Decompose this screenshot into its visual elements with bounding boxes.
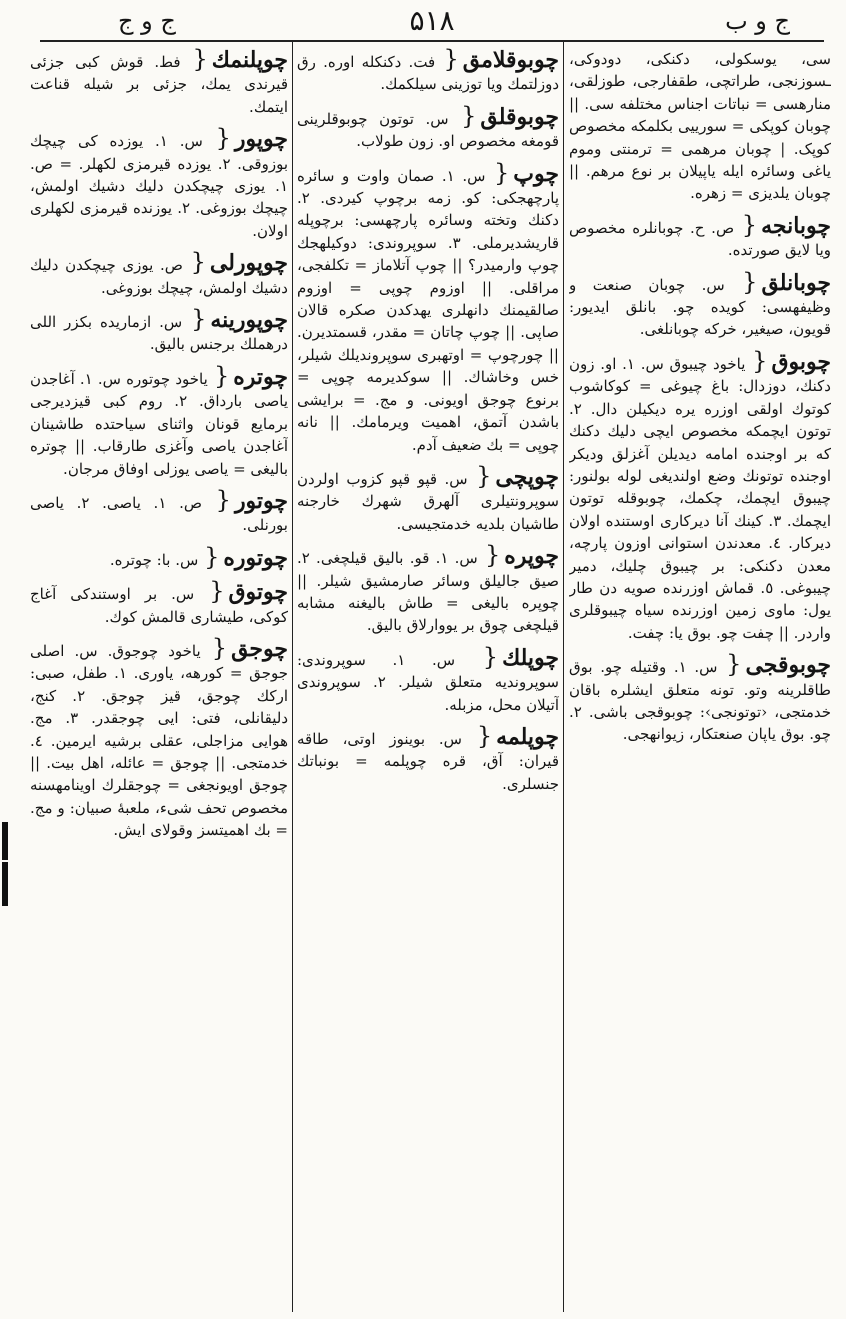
dictionary-entry	[30, 485, 288, 537]
page-number: ۵۱۸	[409, 4, 455, 37]
entry-headword: چوپ	[513, 160, 559, 187]
dictionary-entry	[297, 642, 559, 716]
entry-headword: چوپچی	[495, 463, 559, 490]
entry-text: س. توتون چوبوقلرینی قومغه مخصوص او. زون طولاب.	[297, 109, 559, 151]
dictionary-entry	[297, 541, 559, 637]
entry-text: یاخود چوجوق. س. اصلی جوجق = کورهه، یاوری. ۱. طفل، صبی: ارکك چوجق، قیز چوجق. ۲. کنج، دلیقانلی، فتی: ایی چوجقدر. ۳. مج. هوایی مزاجلی، عقلی برشیه ایرمین. ٤. خدمتجی. || چوجق = عائله، اهل بیت. || چوجق اویونجغی = چوجقلرك اوینامهسنه مخصوص تحف شیء، ملعبهٔ صبیان: و مج. = بك اهمیتسز وقولای ایش.	[30, 641, 288, 840]
entry-headword: چوبانجه	[761, 212, 831, 239]
entry-text: س. ازماریده بکزر اللی درهملك برجنس بالیق.	[30, 313, 288, 354]
entry-headword: چوبوقلق	[480, 103, 559, 130]
dictionary-entry	[569, 267, 831, 341]
brace-glyph: {	[209, 577, 225, 606]
entry-text: سی، یوسکولی، دکنکی، دودوکی، ـسوزنجی، طراتچی، طقفارجی، طوزلقی، منارهسی = نباتات اجناس مختلفه سی. || چوبان کوپکی = سورییی بکلمکه مخصوص کوپک. | چوبان مرهمی = ترمنتی وموم یاغی وسائره ایله یاپیلان بر نوع مرهم. || چوبان یلدیزی = زهره.	[569, 50, 831, 203]
entry-text: یاخود چیبوق س. ۱. او. زون دکنك، دوزدال: باغ چیوغی = کوکاشوب کوتوك اولقی اوزره یره دیکیلن دال. ۲. توتون ایچمکه مخصوص ایچی دلیك دکنك که بر اوجنده امامه دیدیلن آغزلق ودیکر اوجنده توتونك وضع اولندیغی لوله بولنور: چیبوق ایچمك، چکمك، چوبوقله توتون ایچمك. ۳. کینك آنا دیرکاری اوستنده اولان دیرکار. ٤. معدندن استوانی اوزون پارچه، معدن دکنکی: بر چیبوق چلیك، دمیر چیبوغی. ٥. قماش اوزرنده صویه دن طار یول: ماوی زمین اوزرنده سیاه چیبوقلری واردر. || چفت چو. بوق یا: چفت.	[569, 354, 831, 642]
entry-headword: چوبوق	[771, 348, 831, 375]
header-right-letters: ج و ب	[725, 7, 790, 35]
dictionary-entry	[30, 633, 288, 842]
dictionary-entry	[30, 577, 288, 628]
brace-glyph: {	[204, 542, 220, 571]
brace-glyph: {	[213, 361, 230, 390]
dictionary-entry	[30, 48, 288, 118]
dictionary-entry	[569, 210, 831, 262]
entry-text: س. ۱. سوپروندی: سوپروندیه متعلق شیلر. ۲. سوپروندی آتیلان محل، مزبله.	[297, 650, 559, 714]
entry-headword: چوپور	[234, 126, 288, 153]
dictionary-entry	[30, 248, 288, 299]
dictionary-entry	[297, 461, 559, 535]
entry-text: ص. ۱. یاصی. ۲. یاصی بورنلی.	[30, 493, 288, 535]
column-middle	[297, 48, 559, 1310]
entry-headword: چوپلنمك	[211, 48, 288, 73]
entry-headword: چوبانلق	[761, 269, 831, 296]
dictionary-entry	[297, 48, 559, 96]
dictionary-entry	[297, 158, 559, 456]
brace-glyph: {	[476, 721, 493, 750]
column-divider-right	[563, 42, 564, 1312]
brace-glyph: {	[741, 210, 758, 239]
entry-text: س. بر اوستندکی آغاج کوکی، طیشاری قالمش کوك.	[30, 585, 288, 626]
entry-text: س. ۱. وقتیله چو. بوق طاقلرینه وتو. تونه متعلق ایشلره باقان خدمتجی، ‹توتونجی›: چوبوقجی باشی. ۲. چو. بوق یاپان صنعتکار، زیوانهجی.	[569, 658, 831, 744]
dictionary-entry	[569, 346, 831, 644]
entry-text: س. ۱. صمان واوت و سائره پارچهجکی: کو. زمه برچوپ کیردی. ۲. دکنك وتخته وسائره پارچهسی: برچوپله قاریشدیرملی. ۳. سوپروندی: دوکیلهجك چوپ وارمیدر؟ || چوپ آتلاماز = تکلفجی، مراقلی. || اوزوم چوپی = اوزوم صالقیمنك دانهلری یهدکدن صکره قالان صاپی. || چوپ چاتان = مقدر، قسمتدیرن. || چورچوپ = اوتهبری سوپروندیلك شیلر، خس وخاشاك. || سوکدیرمه چوپی = برنوع چوجق اویونی. و مج. = برایشی باشدن آتمق، اهمیت ویرمامك. || نانه چوپی = بك ضعیف آدم.	[297, 166, 559, 454]
column-right	[569, 48, 831, 1310]
entry-headword: چوجق	[231, 635, 288, 662]
brace-glyph: {	[742, 267, 758, 296]
brace-glyph: {	[211, 633, 228, 662]
entry-text: ص. ح. چوبانلره مخصوص ویا لایق صورتده.	[569, 218, 831, 260]
entry-text: فط. قوش کبی جزئی قیرندی یمك، جزئی بر شیله قناعت ایتمك.	[30, 53, 288, 116]
dictionary-entry	[30, 124, 288, 242]
brace-glyph: {	[494, 158, 510, 187]
margin-mark	[2, 822, 8, 860]
dictionary-entry	[569, 650, 831, 746]
brace-glyph: {	[484, 541, 501, 570]
entry-headword: چوتوق	[228, 579, 288, 606]
entry-text: س. ۱. قو. بالیق قیلچغی. ۲. صیق جالیلق وسائر صارمشیق شیلر. || چوپره بالیغی = طاش بالیغنه مشابه قیلچغی چوق بر یووارلاق بالیق.	[297, 549, 559, 635]
entry-text: س. با: چوتره.	[109, 550, 199, 569]
brace-glyph: {	[443, 48, 459, 73]
column-divider-left	[292, 42, 293, 1312]
entry-text: س. قپو قپو کزوب اولردن سوپرونتیلری آلهرق شهرك خارجنه طاشیان بلدیه خدمتجیسی.	[297, 469, 559, 533]
brace-glyph: {	[752, 346, 768, 375]
entry-text: س. چوبان صنعت و وظیفهسی: کویده چو. بانلق ایدیور: قویون، صیغیر، خرکه چوبانلغی.	[569, 275, 831, 339]
entry-headword: چوتوره	[223, 544, 288, 571]
brace-glyph: {	[192, 48, 208, 73]
brace-glyph: {	[476, 461, 492, 490]
entry-headword: چوپورلی	[209, 250, 288, 277]
entry-headword: چوبوقجی	[745, 652, 831, 679]
entry-headword: چوتره	[233, 363, 288, 390]
entry-text: ص. یوزی چیچکدن دلیك دشیك اولمش، چیچك بوزوغی.	[30, 256, 288, 297]
brace-glyph: {	[190, 248, 206, 277]
entry-text: یاخود چوتوره س. ۱. آغاجدن یاصی بارداق. ۲. روم کبی قیزدیرجی برمایع قونان واثنای سیاحتده طاشینان آغاجدن یاصی وآغزی طارقاب. || چوتره بالیغی = یاصی یوزلی اوفاق مرجان.	[30, 369, 288, 478]
entry-headword: چوتور	[234, 487, 288, 514]
entry-headword: چوپورینه	[210, 307, 288, 334]
entry-headword: چوپلمه	[496, 723, 559, 750]
dictionary-entry	[30, 305, 288, 356]
dictionary-entry	[30, 542, 288, 571]
dictionary-entry	[297, 101, 559, 153]
entry-text: فت. دکنکله اوره. رق دوزلتمك ویا توزینی سیلکمك.	[297, 53, 559, 94]
entry-text: س. بوینوز اوتی، طاقه قیران: آق، قره چوپلمه = بونباتك جنسلری.	[297, 729, 559, 793]
entry-headword: چوپره	[504, 543, 559, 570]
entry-headword: چوبوقلامق	[462, 48, 559, 73]
brace-glyph: {	[215, 485, 231, 514]
brace-glyph: {	[726, 650, 742, 679]
brace-glyph: {	[191, 305, 207, 334]
dictionary-entry	[30, 361, 288, 480]
brace-glyph: {	[215, 124, 231, 153]
page-header	[40, 0, 824, 42]
dictionary-entry	[569, 48, 831, 205]
entry-text: س. ۱. یوزده کی چیچك بوزوقی. ۲. یوزده قیرمزی لکهلر. = ص. ۱. یوزی چیچکدن دلیك دشیك اولمش، چیچك بوزوغی. ۲. یوزنده قیرمزی لکهلری اولان.	[30, 132, 288, 240]
dictionary-entry	[297, 721, 559, 795]
header-left-letters: ج و ج	[118, 7, 176, 35]
margin-mark	[2, 862, 8, 906]
column-left	[30, 48, 288, 1310]
brace-glyph: {	[461, 101, 477, 130]
entry-headword: چوپلك	[502, 644, 559, 671]
brace-glyph: {	[482, 642, 499, 671]
